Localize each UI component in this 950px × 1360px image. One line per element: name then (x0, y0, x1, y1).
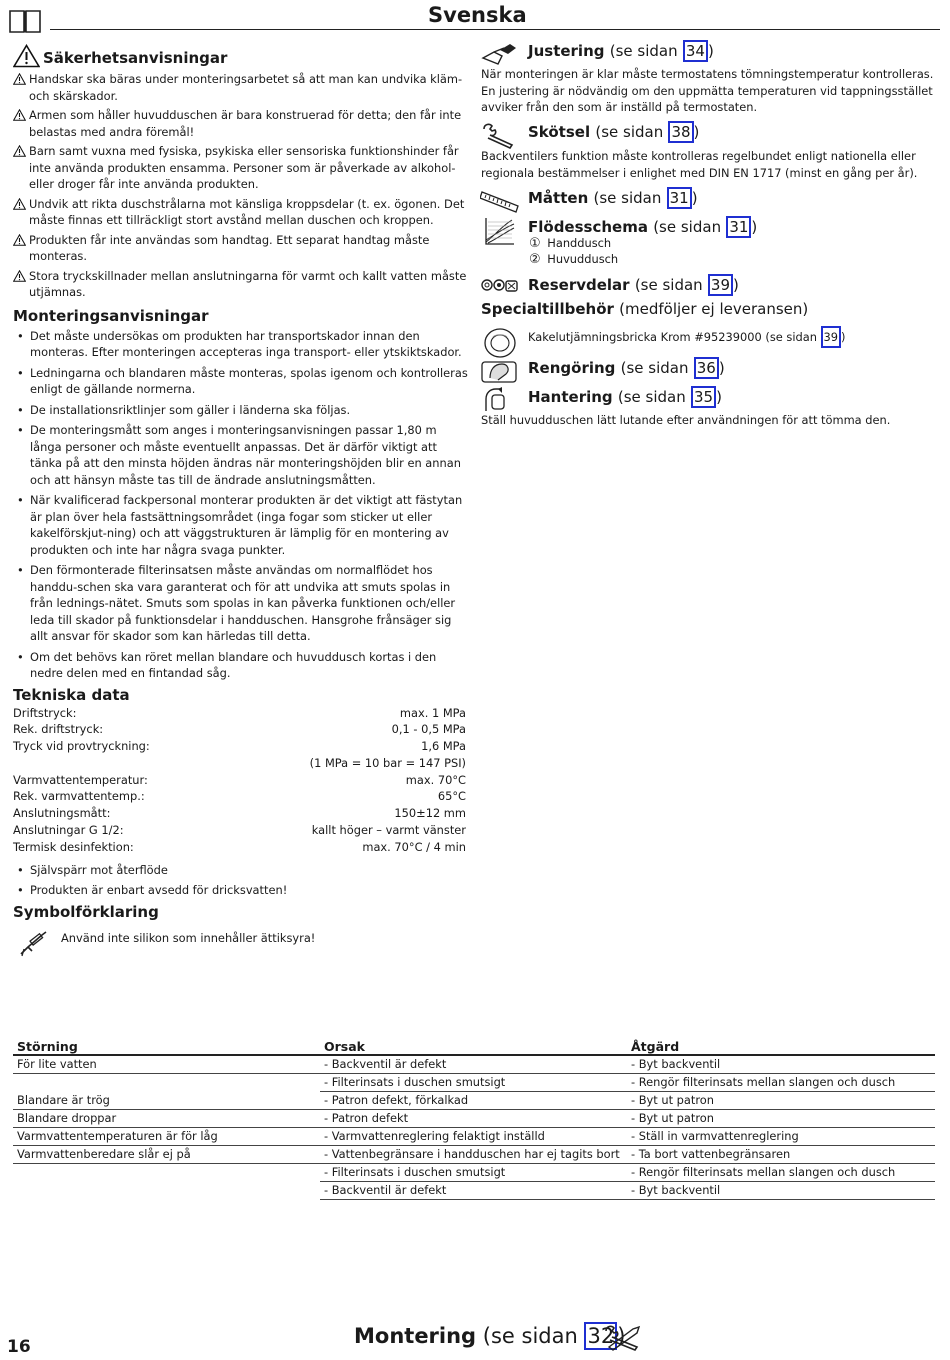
technical-label: Tryck vid provtryckning: (13, 739, 150, 754)
safety-item-text: Handskar ska bäras under monteringsarbetet så att man kan undvika kläm- och skärskador. (29, 72, 463, 103)
safety-item (13, 71, 468, 104)
technical-data-table (13, 705, 466, 856)
footer-close: ) (617, 1324, 626, 1348)
symbols-title: Symbolförklaring (13, 902, 159, 921)
remedy-cell: - Byt ut patron (627, 1092, 935, 1110)
ruler-icon (480, 186, 520, 216)
warning-icon (13, 270, 26, 282)
warning-icon (13, 234, 26, 246)
safety-item (13, 107, 468, 140)
mounting-item: • Om det behövs kan röret mellan blandare och huvuddusch kortas i den nedre delen med en fintandad såg. (13, 649, 468, 682)
cause-cell: - Patron defekt, förkalkad (320, 1092, 627, 1110)
table-row (13, 1128, 935, 1146)
technical-bullets (13, 862, 468, 899)
technical-value: 0,1 - 0,5 MPa (391, 722, 466, 737)
warning-icon (13, 44, 40, 68)
care-see: (se sidan (595, 123, 664, 141)
cause-cell: - Backventil är defekt (320, 1182, 627, 1200)
special-page-link[interactable]: 39 (821, 326, 842, 348)
table-row (13, 1182, 935, 1200)
flow-item-label: Huvuddusch (547, 252, 619, 266)
troubleshooting-column-header: Störning (13, 1037, 320, 1055)
flow-see: (se sidan (653, 218, 722, 236)
page-language-title: Svenska (428, 3, 527, 27)
handling-text: Ställ huvudduschen lätt lutande efter användningen för att tömma den. (481, 413, 891, 427)
cleaning-icon (480, 356, 520, 386)
warning-icon (13, 73, 26, 85)
spare-page-link[interactable]: 39 (708, 274, 733, 296)
safety-item-text: Produkten får inte användas som handtag. Ett separat handtag måste monteras. (29, 232, 430, 263)
adjust-text: När monteringen är klar måste termostatens tömningstemperatur kontrolleras. En justering är nödvändig om den uppmätta temperaturen vid tappningsstället avviker från den som är inställd på termostaten. (481, 67, 934, 114)
dims-close: ) (691, 189, 698, 207)
handling-title: Hantering (528, 388, 613, 406)
dims-see: (se sidan (593, 189, 662, 207)
safety-item (13, 232, 468, 265)
technical-row (13, 705, 466, 722)
special-subtitle: (medföljer ej leveransen) (619, 300, 809, 318)
technical-value: max. 70°C / 4 min (362, 839, 466, 854)
technical-title: Tekniska data (13, 685, 130, 704)
technical-value: 65°C (437, 789, 466, 804)
special-heading (481, 300, 808, 318)
flow-item-label: Handdusch (547, 236, 612, 250)
remedy-cell: - Byt backventil (627, 1055, 935, 1074)
clean-page-link[interactable]: 36 (694, 357, 719, 379)
safety-title: Säkerhetsanvisningar (43, 49, 228, 67)
safety-item-text: Barn samt vuxna med fysiska, psykiska eller sensoriska funktionshinder får inte använda produkten ensamma. Personer som är påverkade av alkohol- eller droger får inte använda produkten. (29, 144, 459, 191)
warning-icon (13, 198, 26, 210)
spare-parts-icon (480, 273, 520, 303)
remedy-cell: - Rengör filterinsats mellan slangen och dusch (627, 1164, 935, 1182)
safety-item (13, 268, 468, 301)
technical-value: 150±12 mm (394, 806, 466, 821)
problem-cell (13, 1074, 320, 1092)
remedy-cell: - Rengör filterinsats mellan slangen och dusch (627, 1074, 935, 1092)
page-number: 16 (7, 1337, 31, 1357)
technical-label: Varmvattentemperatur: (13, 772, 148, 787)
mounting-item: • Ledningarna och blandaren måste monteras, spolas igenom och kontrolleras enligt de gällande normerna. (13, 365, 468, 398)
technical-value: (1 MPa = 10 bar = 147 PSI) (309, 755, 466, 770)
remedy-cell: - Ställ in varmvattenreglering (627, 1128, 935, 1146)
clean-title: Rengöring (528, 359, 616, 377)
special-title: Specialtillbehör (481, 300, 614, 318)
technical-label: Driftstryck: (13, 705, 77, 720)
flow-item-1 (529, 235, 611, 253)
technical-bullet: • Självspärr mot återflöde (13, 862, 468, 879)
footer-title: Montering (354, 1324, 477, 1348)
care-heading (528, 121, 699, 143)
adjust-page-link[interactable]: 34 (683, 40, 708, 62)
footer-montering (354, 1322, 625, 1350)
table-row (13, 1146, 935, 1164)
technical-row (13, 839, 466, 856)
mounting-item: • När kvalificerad fackpersonal monterar produkten är det viktigt att fästytan är plan över hela fastsättningsområdet (inga fogar som sticker ut eller kakelförskjut-ning) och att väggstrukturen är lämplig för en montering av produkten och inte har några svaga punkter. (13, 492, 468, 558)
mounting-item: • De monteringsmått som anges i monteringsanvisningen passar 1,80 m långa personer och måste eventuellt anpassas. Det är därför viktigt att tänka på att den minsta höjden ändras när monteringshöjden blir en annan och att hänsyn måste tas till de ändrade anslutningsmåtten. (13, 422, 468, 488)
problem-cell: Blandare droppar (13, 1110, 320, 1128)
tools-icon (603, 1323, 643, 1351)
mounting-list (13, 328, 468, 682)
wrench-icon (480, 121, 520, 151)
handling-heading (528, 386, 722, 408)
table-row (13, 1110, 935, 1128)
flow-close: ) (751, 218, 758, 236)
safety-section (13, 44, 468, 301)
cause-cell: - Patron defekt (320, 1110, 627, 1128)
special-item (528, 326, 846, 348)
care-page-link[interactable]: 38 (668, 121, 693, 143)
safety-item-text: Undvik att rikta duschstrålarna mot känsliga kroppsdelar (t. ex. ögonen. Det måste finnas ett tillräckligt stort avstånd mellan duschen och kroppen. (29, 196, 465, 227)
remedy-cell: - Byt backventil (627, 1182, 935, 1200)
clean-close: ) (718, 359, 725, 377)
adjust-close: ) (707, 42, 714, 60)
technical-row (13, 755, 466, 772)
mounting-title: Monteringsanvisningar (13, 306, 209, 325)
technical-row (13, 721, 466, 738)
flow-chart-icon (480, 216, 520, 246)
technical-row (13, 788, 466, 805)
problem-cell: För lite vatten (13, 1055, 320, 1074)
left-column (13, 44, 468, 959)
cause-cell: - Vattenbegränsare i handduschen har ej tagits bort (320, 1146, 627, 1164)
troubleshooting-table (13, 1037, 935, 1200)
technical-row (13, 772, 466, 789)
safety-heading (13, 44, 468, 70)
technical-label: Termisk desinfektion: (13, 839, 134, 854)
table-row (13, 1092, 935, 1110)
safety-item-text: Armen som håller huvudduschen är bara konstruerad för detta; den får inte belastas med andra föremål! (29, 108, 462, 139)
technical-row (13, 738, 466, 755)
problem-cell: Varmvattenberedare slår ej på (13, 1146, 320, 1164)
spare-close: ) (733, 276, 739, 294)
flow-title: Flödesschema (528, 218, 648, 236)
spare-title: Reservdelar (528, 276, 630, 294)
safety-item-text: Stora tryckskillnader mellan anslutningarna för varmt och kallt vatten måste utjämnas. (29, 268, 467, 299)
book-icon (9, 8, 41, 34)
care-close: ) (693, 123, 700, 141)
warning-icon (13, 145, 26, 157)
hand-shower-icon (480, 385, 520, 415)
technical-bullet: • Produkten är enbart avsedd för dricksvatten! (13, 882, 468, 899)
care-text: Backventilers funktion måste kontrolleras regelbundet enligt nationella eller regionala bestämmelser i enlighet med DIN EN 1717 (minst en gång per år). (481, 149, 918, 180)
remedy-cell: - Ta bort vattenbegränsaren (627, 1146, 935, 1164)
dims-page-link[interactable]: 31 (667, 187, 692, 209)
flow-item-number: ② (529, 252, 541, 267)
technical-value: 1,6 MPa (421, 739, 466, 754)
dims-title: Måtten (528, 189, 589, 207)
troubleshooting-header (13, 1037, 935, 1055)
safety-list (13, 71, 468, 301)
problem-cell: Blandare är trög (13, 1092, 320, 1110)
mounting-item: • Det måste undersökas om produkten har transportskador innan den monteras. Efter monteringen accepteras inga transport- eller ytskiktskador. (13, 328, 468, 361)
technical-row (13, 805, 466, 822)
flow-item-number: ① (529, 236, 541, 251)
clean-see: (se sidan (620, 359, 689, 377)
technical-label: Anslutningsmått: (13, 806, 111, 821)
technical-label: Rek. driftstryck: (13, 722, 104, 737)
silicone-gun-icon (18, 929, 48, 957)
safety-item (13, 143, 468, 193)
technical-label: Anslutningar G 1/2: (13, 823, 124, 838)
table-row (13, 1074, 935, 1092)
mounting-item: • De installationsriktlinjer som gäller i länderna ska följas. (13, 402, 468, 419)
troubleshooting-column-header: Orsak (320, 1037, 627, 1055)
troubleshooting-column-header: Åtgärd (627, 1037, 935, 1055)
adjust-heading (528, 40, 714, 62)
cause-cell: - Backventil är defekt (320, 1055, 627, 1074)
flow-item-2 (529, 251, 618, 269)
cause-cell: - Filterinsats i duschen smutsigt (320, 1164, 627, 1182)
technical-value: kallt höger – varmt vänster (311, 823, 466, 838)
clean-heading (528, 357, 725, 379)
remedy-cell: - Byt ut patron (627, 1110, 935, 1128)
symbol-text: Använd inte silikon som innehåller ättiksyra! (61, 930, 316, 945)
spare-see: (se sidan (634, 276, 703, 294)
care-title: Skötsel (528, 123, 591, 141)
dims-heading (528, 187, 698, 209)
adjust-title: Justering (528, 42, 605, 60)
safety-item (13, 196, 468, 229)
problem-cell (13, 1164, 320, 1182)
problem-cell (13, 1182, 320, 1200)
cause-cell: - Filterinsats i duschen smutsigt (320, 1074, 627, 1092)
technical-label (13, 755, 224, 772)
technical-value: max. 1 MPa (399, 705, 466, 720)
footer-page-link[interactable]: 32 (584, 1322, 617, 1350)
table-row (13, 1164, 935, 1182)
header-rule (50, 29, 940, 30)
adjust-see: (se sidan (609, 42, 678, 60)
technical-label: Rek. varmvattentemp.: (13, 789, 145, 804)
flow-page-link[interactable]: 31 (726, 216, 751, 238)
warning-icon (13, 109, 26, 121)
handling-page-link[interactable]: 35 (691, 386, 716, 408)
table-row (13, 1055, 935, 1074)
problem-cell: Varmvattentemperaturen är för låg (13, 1128, 320, 1146)
handling-close: ) (716, 388, 722, 406)
spare-heading (528, 274, 739, 296)
footer-see: (se sidan (482, 1324, 578, 1348)
technical-row (13, 822, 466, 839)
special-item-text: Kakelutjämningsbricka Krom #95239000 (se sidan (528, 330, 817, 344)
technical-value: max. 70°C (405, 772, 466, 787)
mounting-item: • Den förmonterade filterinsatsen måste användas om normalflödet hos handdu-schen ska vara garanterat och för att undvika att smuts spolas in från lednings-nätet. Smuts som spolas in kan påverka funktionen och/eller leda till skador på funktionsdelar i handduschen. Hansgrohe frånsäger sig allt ansvar för skador som kan härledas till detta. (13, 562, 468, 645)
symbol-row (13, 923, 468, 959)
tile-washer-icon (480, 325, 520, 359)
cause-cell: - Varmvattenreglering felaktigt inställd (320, 1128, 627, 1146)
special-close: ) (841, 330, 846, 344)
handling-see: (se sidan (617, 388, 686, 406)
